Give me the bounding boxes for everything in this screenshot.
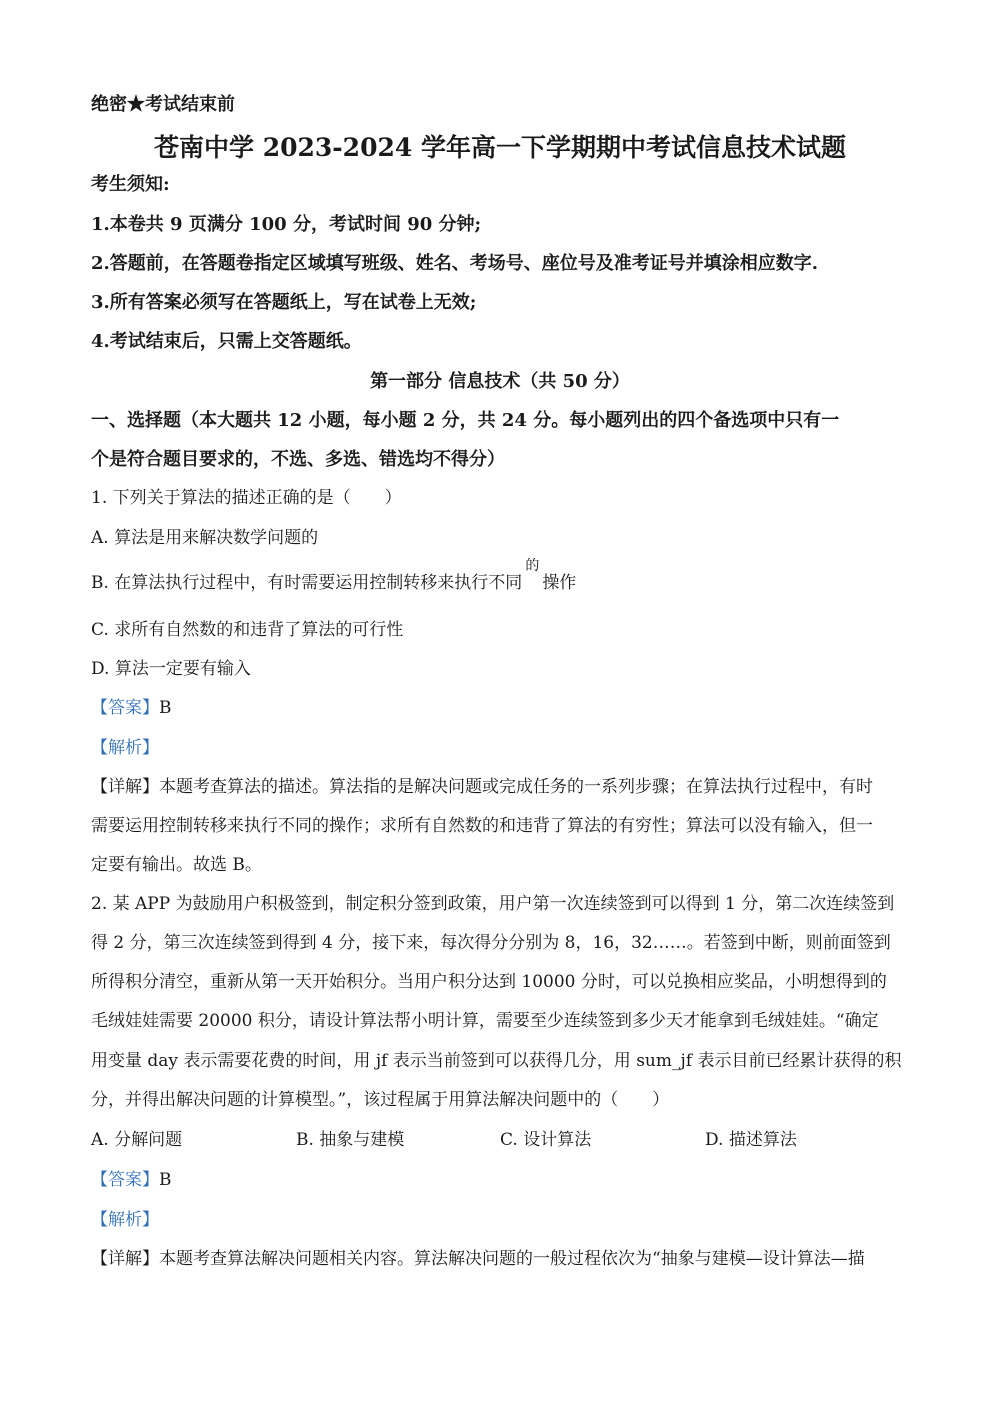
answer-tag: 【答案】	[91, 698, 159, 718]
question-1-option-c: C. 求所有自然数的和违背了算法的可行性	[91, 620, 404, 640]
question-2-stem-line: 毛绒娃娃需要 20000 积分，请设计算法帮小明计算，需要至少连续签到多少天才能拿到毛绒娃娃。“确定	[91, 1011, 879, 1031]
question-1-analysis-tag: 【解析】	[91, 738, 159, 758]
question-2-stem-line: 分，并得出解决问题的计算模型。”，该过程属于用算法解决问题中的（ ）	[91, 1090, 670, 1110]
question-1-option-d: D. 算法一定要有输入	[91, 659, 251, 679]
question-2-option-d: D. 描述算法	[705, 1130, 797, 1150]
notice-item: 3.所有答案必须写在答题纸上，写在试卷上无效;	[91, 292, 477, 313]
section-instruction-line: 个是符合题目要求的，不选、多选、错选均不得分）	[91, 449, 505, 470]
question-1-detail-line: 需要运用控制转移来执行不同的操作；求所有自然数的和违背了算法的有穷性；算法可以没有输入，但一	[91, 816, 873, 836]
question-2-stem-line: 用变量 day 表示需要花费的时间，用 jf 表示当前签到可以获得几分，用 sum_jf 表示目前已经累计获得的积	[91, 1051, 902, 1071]
answer-value: B	[159, 1170, 172, 1190]
option-b-misplaced-char: 的	[525, 558, 540, 574]
question-1-option-b	[91, 558, 577, 595]
question-2-stem-line: 2. 某 APP 为鼓励用户积极签到，制定积分签到政策，用户第一次连续签到可以得到 1 分，第二次连续签到	[91, 894, 895, 914]
question-2-option-b: B. 抽象与建模	[296, 1130, 405, 1150]
question-1-option-a: A. 算法是用来解决数学问题的	[91, 528, 319, 548]
question-1-answer	[91, 697, 172, 719]
question-2-option-a: A. 分解问题	[91, 1130, 183, 1150]
section-instruction-line: 一、选择题（本大题共 12 小题，每小题 2 分，共 24 分。每小题列出的四个备选项中只有一	[91, 410, 840, 431]
question-2-option-c: C. 设计算法	[500, 1130, 592, 1150]
secret-mark: 绝密★考试结束前	[91, 94, 235, 115]
question-2-stem-line: 所得积分清空，重新从第一天开始积分。当用户积分达到 10000 分时，可以兑换相应奖品，小明想得到的	[91, 972, 887, 992]
question-2-analysis-tag: 【解析】	[91, 1210, 159, 1230]
question-2-stem-line: 得 2 分，第三次连续签到得到 4 分，接下来，每次得分分别为 8，16，32……。若签到中断，则前面签到	[91, 933, 891, 953]
question-1-detail-line: 【详解】本题考查算法的描述。算法指的是解决问题或完成任务的一系列步骤；在算法执行过程中，有时	[91, 777, 873, 797]
part-heading: 第一部分 信息技术（共 50 分）	[370, 371, 630, 392]
option-b-text-part2: 操作	[542, 573, 577, 593]
notice-item: 2.答题前，在答题卷指定区域填写班级、姓名、考场号、座位号及准考证号并填涂相应数字.	[91, 253, 819, 274]
question-1-detail-line: 定要有输出。故选 B。	[91, 855, 262, 875]
option-b-text-part1: B. 在算法执行过程中，有时需要运用控制转移来执行不同	[91, 573, 523, 593]
answer-tag: 【答案】	[91, 1170, 159, 1190]
answer-value: B	[159, 698, 172, 718]
notice-item: 1.本卷共 9 页满分 100 分，考试时间 90 分钟;	[91, 214, 482, 235]
notice-item: 4.考试结束后，只需上交答题纸。	[91, 331, 362, 352]
notice-heading: 考生须知:	[91, 174, 170, 195]
question-2-detail-line: 【详解】本题考查算法解决问题相关内容。算法解决问题的一般过程依次为“抽象与建模—设计算法—描	[91, 1249, 865, 1269]
question-2-answer	[91, 1169, 172, 1191]
question-1-stem: 1. 下列关于算法的描述正确的是（ ）	[91, 488, 402, 508]
page-title: 苍南中学 2023-2024 学年高一下学期期中考试信息技术试题	[154, 133, 846, 162]
